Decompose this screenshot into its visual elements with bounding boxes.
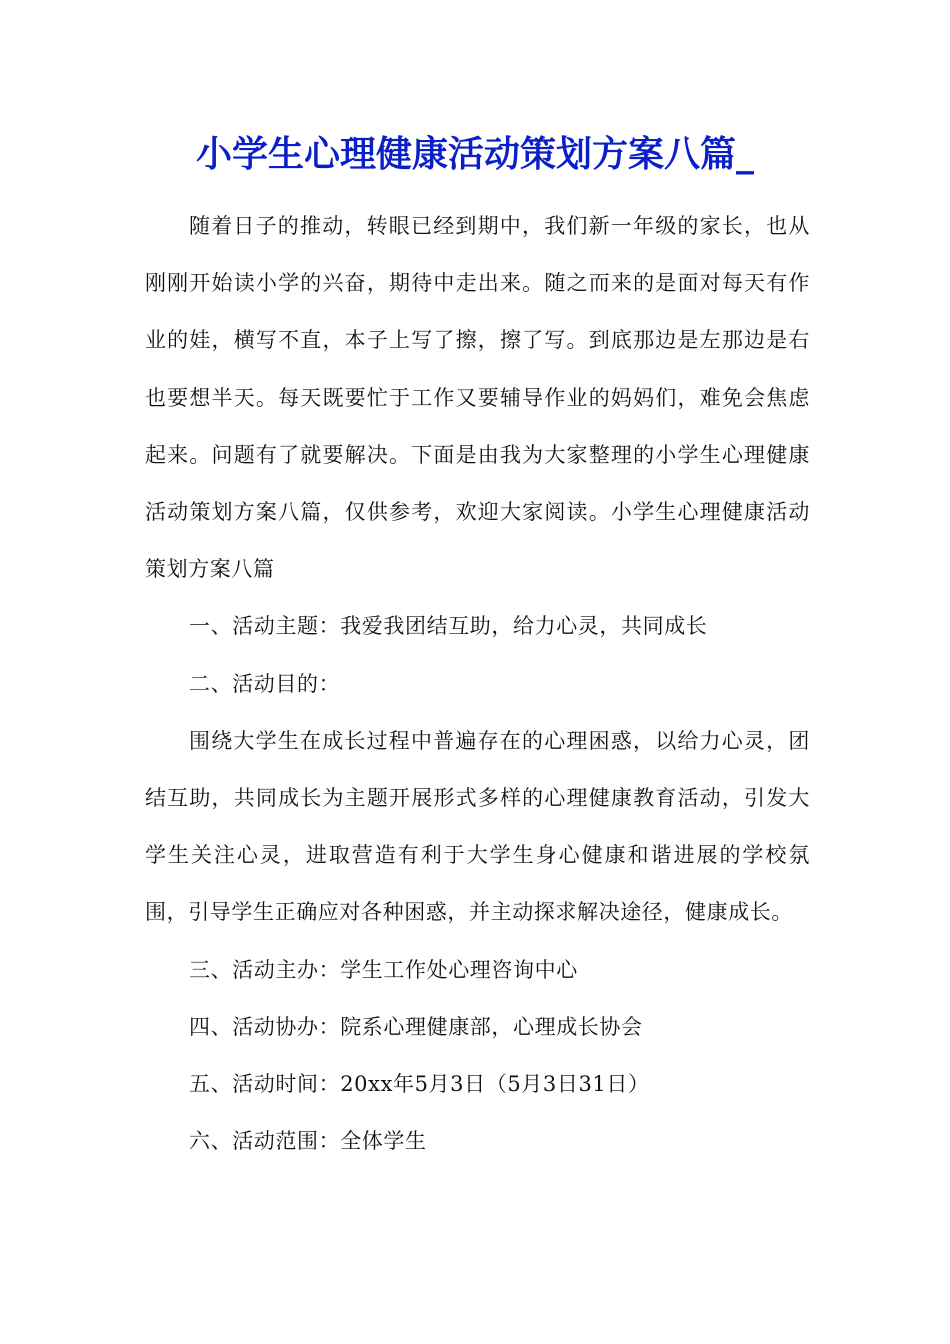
activity-time-paragraph: 五、活动时间：20xx年5月3日（5月3日31日） <box>189 1072 650 1097</box>
activity-purpose-heading: 二、活动目的： <box>189 671 341 696</box>
activity-coorganizer-paragraph: 四、活动协办：院系心理健康部，心理成长协会 <box>189 1014 643 1039</box>
activity-organizer-paragraph: 三、活动主办：学生工作处心理咨询中心 <box>189 957 578 982</box>
document-body <box>145 198 810 1170</box>
activity-theme-paragraph: 一、活动主题：我爱我团结互助，给力心灵，共同成长 <box>189 614 708 639</box>
intro-paragraph: 随着日子的推动，转眼已经到期中，我们新一年级的家长，也从刚刚开始读小学的兴奋，期待中走出来。随之而来的是面对每天有作业的娃，横写不直，本子上写了擦，擦了写。到底那边是左那边是右也要想半天。每天既要忙于工作又要辅导作业的妈妈们，难免会焦虑起来。问题有了就要解决。下面是由我为大家整理的小学生心理健康活动策划方案八篇，仅供参考，欢迎大家阅读。小学生心理健康活动策划方案八篇 <box>145 214 810 582</box>
document-title: 小学生心理健康活动策划方案八篇_ <box>195 133 754 175</box>
activity-scope-paragraph: 六、活动范围：全体学生 <box>189 1129 427 1154</box>
activity-purpose-paragraph: 围绕大学生在成长过程中普遍存在的心理困惑，以给力心灵，团结互助，共同成长为主题开展形式多样的心理健康教育活动，引发大学生关注心灵，进取营造有利于大学生身心健康和谐进展的学校氛围，引导学生正确应对各种困惑，并主动探求解决途径，健康成长。 <box>145 728 810 925</box>
